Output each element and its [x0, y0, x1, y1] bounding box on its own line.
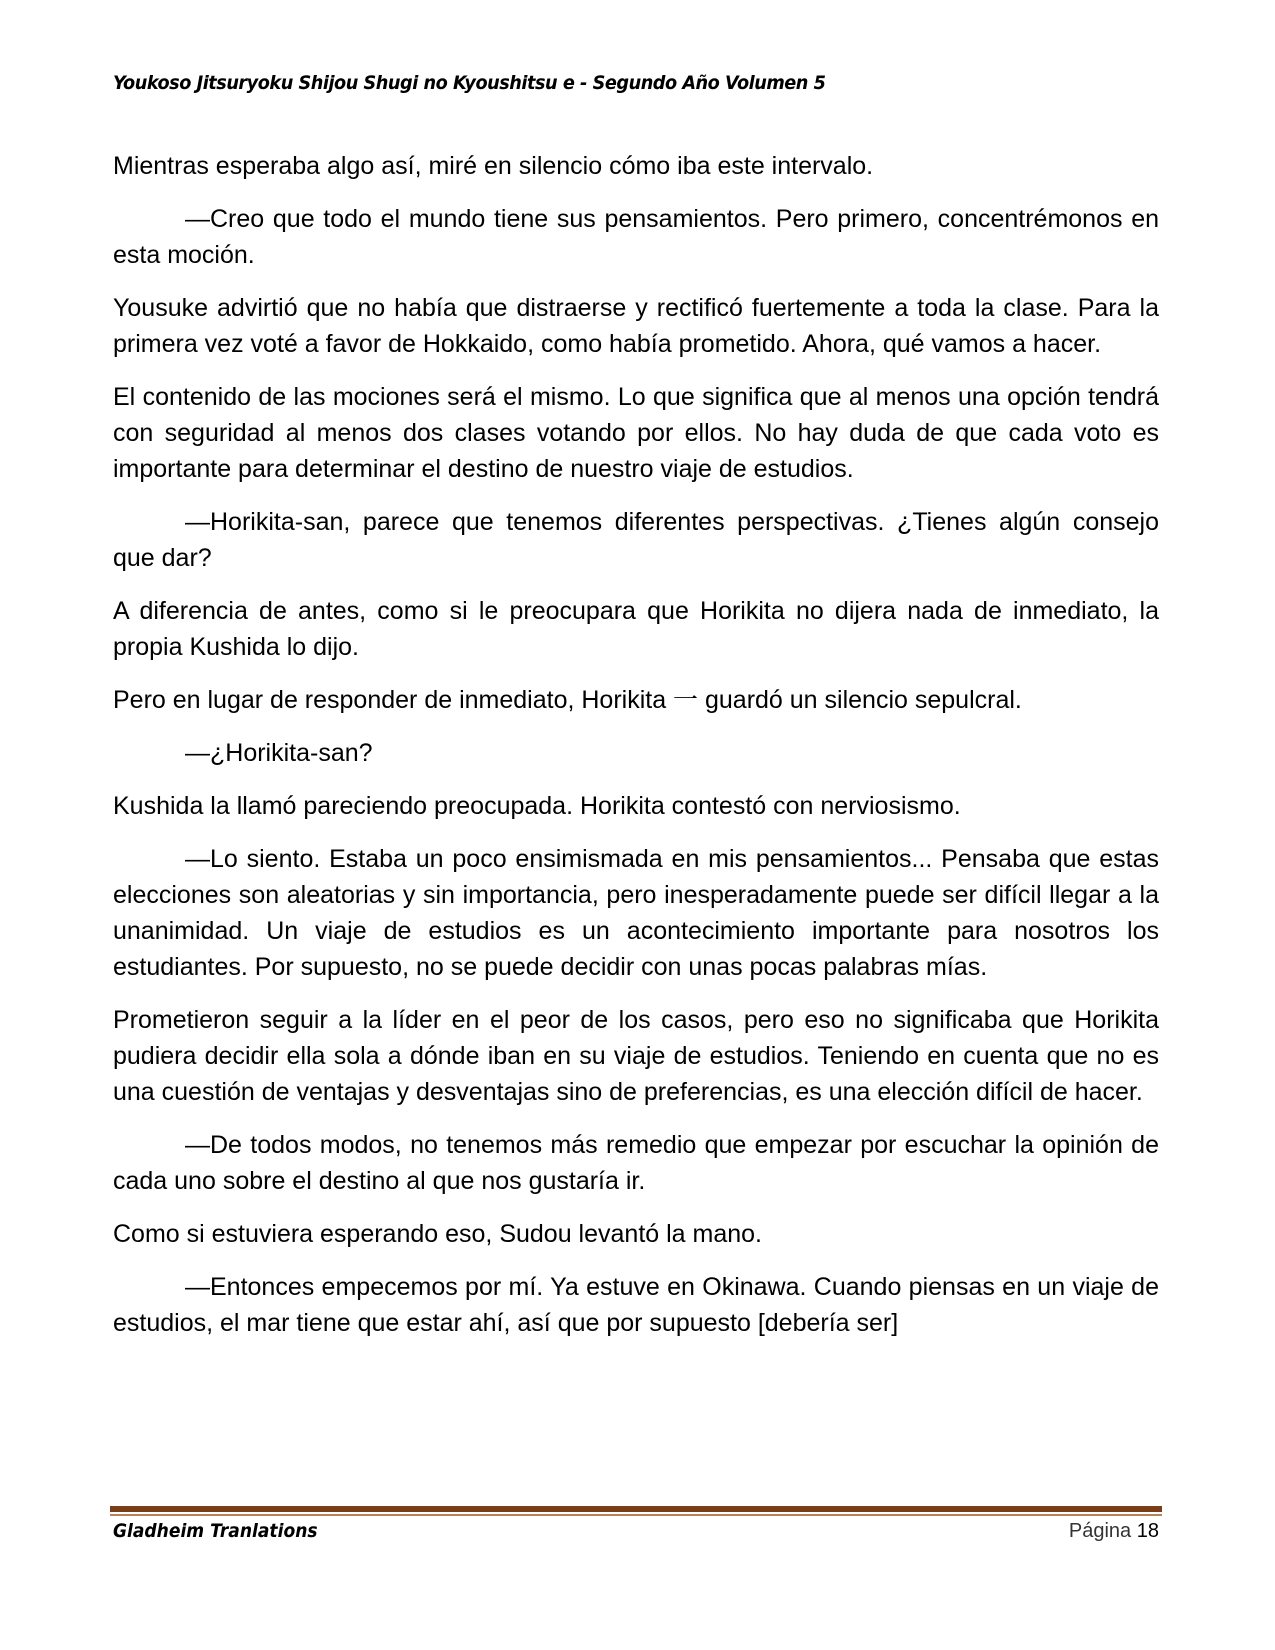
page-number-value: 18 [1136, 1520, 1159, 1542]
paragraph: Prometieron seguir a la líder en el peor de los casos, pero eso no significaba que Horikita pudiera decidir ella sola a dónde iban en su viaje de estudios. Teniendo en cuenta que no es una cuestión de ventajas y desventajas sino de preferencias, es una elección difícil de hacer. [113, 1006, 1159, 1106]
paragraph: Mientras esperaba algo así, miré en silencio cómo iba este intervalo. [113, 152, 874, 180]
footer-divider [110, 1506, 1162, 1512]
dialogue-paragraph: —¿Horikita-san? [185, 739, 373, 767]
dialogue-paragraph: —Creo que todo el mundo tiene sus pensamientos. Pero primero, concentrémonos en esta moción. [113, 205, 1159, 269]
paragraph: Como si estuviera esperando eso, Sudou levantó la mano. [113, 1220, 762, 1248]
page-body [113, 148, 1159, 1358]
dialogue-paragraph: —Horikita-san, parece que tenemos diferentes perspectivas. ¿Tienes algún consejo que dar? [113, 508, 1159, 572]
running-header: Youkoso Jitsuryoku Shijou Shugi no Kyoushitsu e - Segundo Año Volumen 5 [113, 72, 826, 94]
dialogue-paragraph: —Lo siento. Estaba un poco ensimismada en mis pensamientos... Pensaba que estas elecciones son aleatorias y sin importancia, pero inesperadamente puede ser difícil llegar a la unanimidad. Un viaje de estudios es un acontecimiento importante para nosotros los estudiantes. Por supuesto, no se puede decidir con unas pocas palabras mías. [113, 845, 1159, 981]
footer-translator: Gladheim Tranlations [113, 1520, 318, 1542]
page-number [1069, 1520, 1159, 1543]
footer-divider-thin [110, 1514, 1162, 1516]
paragraph: Yousuke advirtió que no había que distraerse y rectificó fuertemente a toda la clase. Para la primera vez voté a favor de Hokkaido, como había prometido. Ahora, qué vamos a hacer. [113, 294, 1159, 358]
paragraph: A diferencia de antes, como si le preocupara que Horikita no dijera nada de inmediato, la propia Kushida lo dijo. [113, 597, 1159, 661]
paragraph: Kushida la llamó pareciendo preocupada. Horikita contestó con nerviosismo. [113, 792, 961, 820]
paragraph: Pero en lugar de responder de inmediato, Horikita 一 guardó un silencio sepulcral. [113, 686, 1022, 714]
dialogue-paragraph: —Entonces empecemos por mí. Ya estuve en Okinawa. Cuando piensas en un viaje de estudios, el mar tiene que estar ahí, así que por supuesto [debería ser] [113, 1273, 1159, 1337]
page-label: Página [1068, 1520, 1132, 1542]
dialogue-paragraph: —De todos modos, no tenemos más remedio que empezar por escuchar la opinión de cada uno sobre el destino al que nos gustaría ir. [113, 1131, 1159, 1195]
paragraph: El contenido de las mociones será el mismo. Lo que significa que al menos una opción tendrá con seguridad al menos dos clases votando por ellos. No hay duda de que cada voto es importante para determinar el destino de nuestro viaje de estudios. [113, 383, 1159, 483]
